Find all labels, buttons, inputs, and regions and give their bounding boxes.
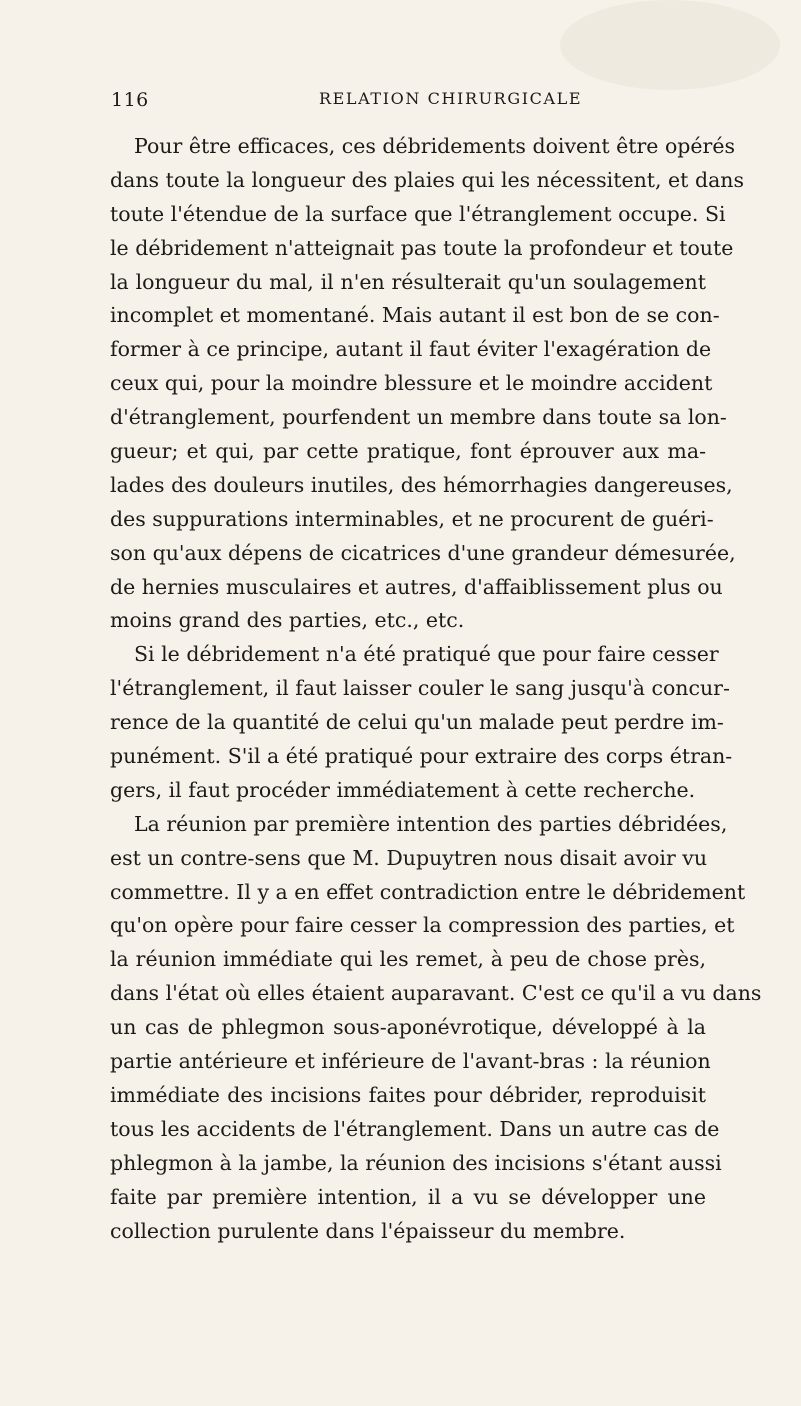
text-line: dans toute la longueur des plaies qui les nécessitent, et dans	[110, 167, 745, 192]
text-line: ceux qui, pour la moindre blessure et le moindre accident	[110, 371, 713, 396]
text-line: la réunion immédiate qui les remet, à peu de chose près,	[110, 947, 706, 972]
text-line: de hernies musculaires et autres, d'affaiblissement plus ou	[110, 574, 723, 599]
page-number: 116	[111, 89, 149, 111]
text-line: le débridement n'atteignait pas toute la profondeur et toute	[110, 235, 734, 260]
running-title: RELATION CHIRURGICALE	[319, 89, 583, 108]
text-line: l'étranglement, il faut laisser couler le sang jusqu'à concur-	[110, 676, 730, 701]
text-line: la longueur du mal, il n'en résulterait qu'un soulagement	[110, 269, 706, 294]
text-line: des suppurations interminables, et ne procurent de guéri-	[110, 506, 714, 531]
body-text	[110, 130, 762, 1248]
text-line: gers, il faut procéder immédiatement à cette recherche.	[110, 777, 696, 802]
text-line: collection purulente dans l'épaisseur du membre.	[110, 1218, 626, 1243]
text-line: Si le débridement n'a été pratiqué que pour faire cesser	[134, 642, 719, 667]
text-line: tous les accidents de l'étranglement. Dans un autre cas de	[110, 1116, 720, 1141]
running-head	[111, 89, 701, 115]
text-line: immédiate des incisions faites pour débrider, reproduisit	[110, 1082, 706, 1107]
text-line: commettre. Il y a en effet contradiction entre le débridement	[110, 879, 746, 904]
text-line: Pour être efficaces, ces débridements doivent être opérés	[134, 134, 736, 158]
text-line: toute l'étendue de la surface que l'étranglement occupe. Si	[110, 201, 726, 226]
text-line: phlegmon à la jambe, la réunion des incisions s'étant aussi	[110, 1150, 722, 1175]
text-line: qu'on opère pour faire cesser la compression des parties, et	[110, 913, 735, 938]
text-line: d'étranglement, pourfendent un membre dans toute sa lon-	[110, 405, 727, 430]
text-line: dans l'état où elles étaient auparavant. C'est ce qu'il a vu dans	[110, 981, 762, 1006]
text-line: La réunion par première intention des parties débridées,	[134, 811, 728, 836]
text-line: est un contre-sens que M. Dupuytren nous disait avoir vu	[110, 845, 708, 870]
text-line: gueur; et qui, par cette pratique, font éprouver aux ma-	[110, 439, 706, 464]
text-line: lades des douleurs inutiles, des hémorrhagies dangereuses,	[110, 472, 733, 497]
paper-stain	[560, 0, 780, 90]
text-line: rence de la quantité de celui qu'un malade peut perdre im-	[110, 710, 724, 735]
text-line: un cas de phlegmon sous-aponévrotique, développé à la	[110, 1015, 706, 1040]
text-line: faite par première intention, il a vu se développer une	[110, 1184, 706, 1209]
text-line: moins grand des parties, etc., etc.	[110, 608, 465, 633]
text-line: incomplet et momentané. Mais autant il est bon de se con-	[110, 303, 720, 328]
text-line: punément. S'il a été pratiqué pour extraire des corps étran-	[110, 744, 733, 769]
text-line: former à ce principe, autant il faut éviter l'exagération de	[110, 337, 712, 362]
text-line: partie antérieure et inférieure de l'avant-bras : la réunion	[110, 1049, 711, 1074]
text-line: son qu'aux dépens de cicatrices d'une grandeur démesurée,	[110, 540, 736, 565]
